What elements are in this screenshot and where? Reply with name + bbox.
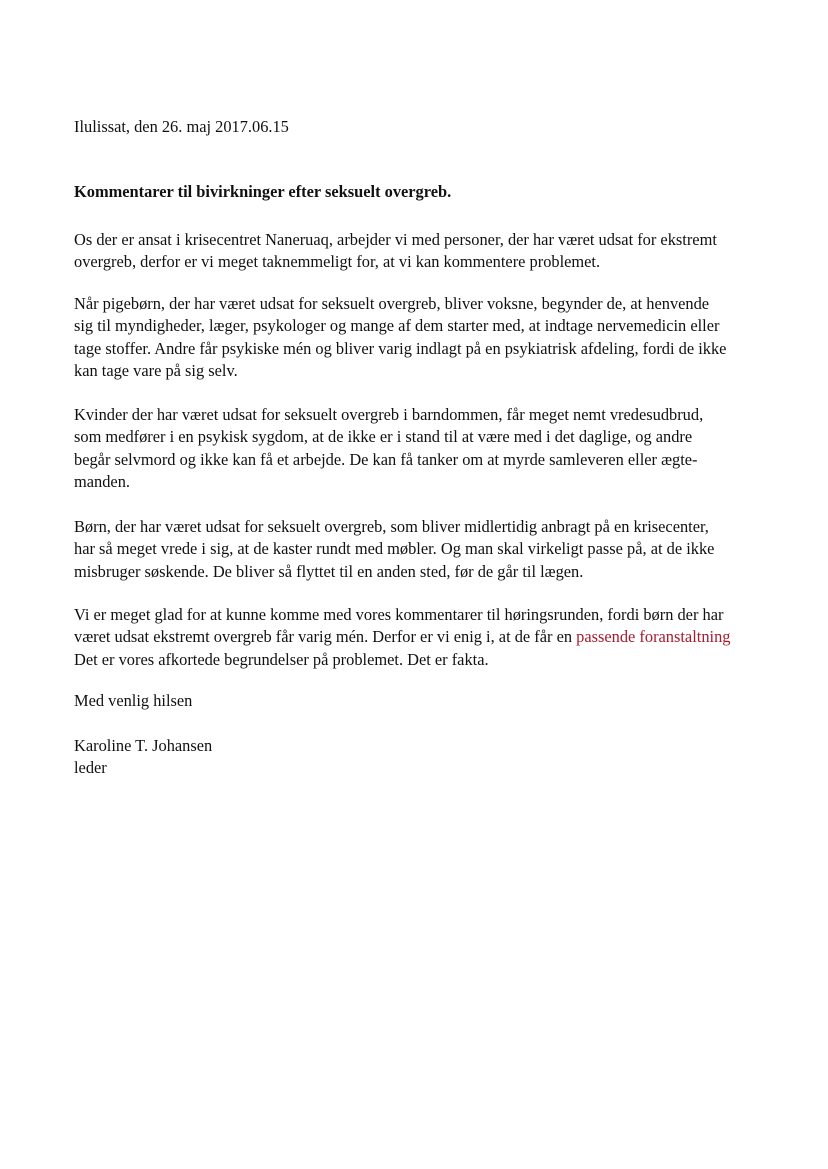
paragraph-2 — [74, 293, 754, 383]
paragraph-line: begår selvmord og ikke kan få et arbejde. De kan få tanker om at myrde samleveren eller ægte- — [74, 449, 698, 469]
paragraph-line: som medfører i en psykisk sygdom, at de ikke er i stand til at være med i det daglige, og andre — [74, 427, 693, 447]
paragraph-4 — [74, 516, 754, 583]
paragraph-line: overgreb, derfor er vi meget taknemmeligt for, at vi kan kommentere problemet. — [74, 252, 601, 272]
date-line — [74, 116, 754, 138]
paragraph-line: Når pigebørn, der har været udsat for seksuelt overgreb, bliver voksne, begynder de, at henvende — [74, 294, 710, 313]
signature-title: leder — [74, 758, 107, 778]
paragraph-line: misbruger søskende. De bliver så flyttet til en anden sted, før de går til lægen. — [74, 561, 584, 581]
date-text: Ilulissat, den 26. maj 2017.06.15 — [74, 117, 289, 136]
signature-name: Karoline T. Johansen — [74, 736, 213, 755]
title-text: Kommentarer til bivirkninger efter seksuelt overgreb. — [74, 182, 452, 201]
signature-block — [74, 735, 754, 780]
paragraph-line: Kvinder der har været udsat for seksuelt overgreb i barndommen, får meget nemt vredesudbrud, — [74, 405, 704, 424]
paragraph-line-with-highlight — [74, 626, 754, 648]
paragraph-5 — [74, 604, 754, 671]
closing-text: Med venlig hilsen — [74, 691, 193, 710]
paragraph-line: Vi er meget glad for at kunne komme med vores kommentarer til høringsrunden, fordi børn der har — [74, 605, 724, 624]
paragraph-line: sig til myndigheder, læger, psykologer og mange af dem starter med, at indtage nervemedicin eller — [74, 316, 720, 336]
paragraph-line: tage stoffer. Andre får psykiske mén og bliver varig indlagt på en psykiatrisk afdeling, fordi de ikke — [74, 338, 727, 358]
letter-title — [74, 181, 754, 203]
paragraph-line: Børn, der har været udsat for seksuelt overgreb, som bliver midlertidig anbragt på en krisecenter, — [74, 517, 709, 536]
paragraph-3 — [74, 404, 754, 494]
paragraph-line: manden. — [74, 472, 130, 492]
paragraph-line-text: været udsat ekstremt overgreb får varig mén. Derfor er vi enig i, at de får en — [74, 627, 577, 647]
paragraph-line: Det er vores afkortede begrundelser på problemet. Det er fakta. — [74, 649, 489, 669]
closing — [74, 690, 754, 712]
highlighted-phrase: passende foranstaltning — [576, 627, 731, 647]
paragraph-line: har så meget vrede i sig, at de kaster rundt med møbler. Og man skal virkeligt passe på, at de ikke — [74, 539, 715, 559]
paragraph-1 — [74, 229, 754, 274]
paragraph-line: kan tage vare på sig selv. — [74, 361, 238, 381]
paragraph-line: Os der er ansat i krisecentret Naneruaq, arbejder vi med personer, der har været udsat for ekstremt — [74, 230, 717, 249]
